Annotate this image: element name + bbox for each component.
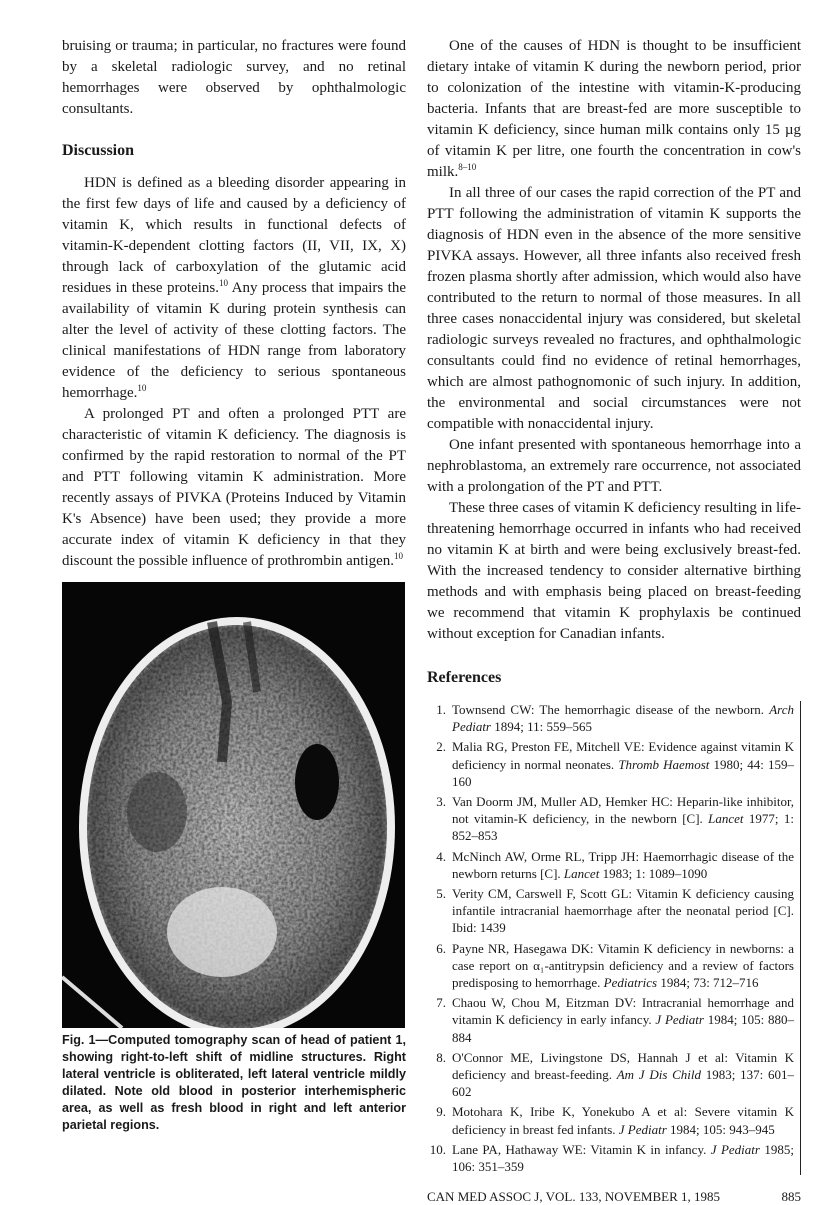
text-run: These three cases of vitamin K deficiency resulting in life-threatening hemorrhage occurred in infants who had received no vitamin K at birth and were being exclusively breast-fed. With the increased tendency to consider alternative birthing methods and with emphasis being placed on breast-feeding we recommend that vitamin K prophylaxis be continued without exception for Canadian infants.	[427, 500, 801, 642]
reference-number: 6.	[436, 940, 446, 956]
reference-item	[427, 940, 794, 992]
paragraph	[62, 404, 406, 572]
reference-item	[427, 1141, 794, 1175]
text-run: bruising or trauma; in particular, no fractures were found by a skeletal radiologic survey, and no retinal hemorrhages were observed by ophthalmologic consultants.	[62, 38, 406, 117]
citation-superscript: 8–10	[458, 162, 477, 172]
reference-item	[427, 793, 794, 845]
text-run: Van Doorm JM, Muller AD, Hemker HC: Heparin-like inhibitor, not vitamin-K deficiency, in the newborn [C].	[452, 794, 794, 827]
reference-number: 1.	[436, 702, 446, 717]
page-footer	[427, 1189, 801, 1205]
text-run: A prolonged PT and often a prolonged PTT are characteristic of vitamin K deficiency. The diagnosis is confirmed by the rapid restoration to normal of the PT and PTT following vitamin K administration. More recently assays of PIVKA (Proteins Induced by Vitamin K's Absence) have been used; they provide a more accurate index of vitamin K deficiency in that they discount the possible influence of prothrombin antigen.	[62, 406, 406, 569]
text-run: 1985; 106: 351–359	[452, 1141, 794, 1175]
journal-title: Thromb Haemost	[618, 756, 710, 772]
reference-item	[427, 738, 794, 790]
text-run: 1984; 105: 880–884	[452, 1012, 794, 1045]
figure-caption: Fig. 1—Computed tomography scan of head of patient 1, showing right-to-left shift of midline structures. Right lateral ventricle is obliterated, left lateral ventricle mildly dilated. Note old blood in posterior interhemispheric area, as well as fresh blood in right and left anterior parietal regions.	[62, 1033, 406, 1132]
reference-number: 2.	[436, 739, 446, 755]
ct-scan-image	[62, 582, 405, 1028]
journal-title: Pediatrics	[603, 975, 658, 991]
text-run: Chaou W, Chou M, Eitzman DV: Intracranial hemorrhage and vitamin K deficiency in early infancy.	[452, 995, 794, 1028]
reference-item	[427, 848, 794, 882]
text-run: One of the causes of HDN is thought to be insufficient dietary intake of vitamin K during the newborn period, prior to colonization of the intestine with vitamin-K-producing bacteria. Infants that are breast-fed are more susceptible to vitamin K deficiency, since human milk contains only 15 µg of vitamin K per litre, one fourth the concentration in cow's milk.	[427, 38, 801, 180]
left-column-wrapper	[62, 36, 406, 1134]
text-run: In all three of our cases the rapid correction of the PT and PTT following the administration of vitamin K supports the diagnosis of HDN even in the absence of the more sensitive PIVKA assays. However, all three infants also received fresh frozen plasma shortly after admission, which would also have contributed to the return to normal of those measures. In all three cases nonaccidental injury was considered, but skeletal radiologic surveys revealed no fractures, and ophthalmologic consultants could find no evidence of retinal hemorrhages, which are almost pathognomonic of such injury. In addition, the environmental and social circumstances were not compatible with nonaccidental injury.	[427, 185, 801, 432]
text-run: 1984; 73: 712–716	[657, 975, 759, 991]
paragraph	[427, 435, 801, 498]
text-run: 1894; 11: 559–565	[491, 719, 592, 735]
text-run: Motohara K, Iribe K, Yonekubo A et al: Severe vitamin K deficiency in breast fed infants.	[452, 1104, 794, 1137]
left-column	[62, 36, 406, 572]
right-column	[427, 36, 801, 645]
citation-superscript: 10	[137, 383, 147, 393]
journal-citation: CAN MED ASSOC J, VOL. 133, NOVEMBER 1, 1985	[427, 1189, 721, 1205]
text-run: Verity CM, Carswell F, Scott GL: Vitamin K deficiency causing infantile intracranial haemorrhage after the neonatal period [C]. Ibid: 1439	[452, 886, 794, 936]
reference-number: 8.	[436, 1049, 446, 1065]
reference-item	[427, 1103, 794, 1137]
text-run: 1983; 137: 601–602	[452, 1067, 794, 1100]
ct-scan-figure	[62, 582, 405, 1028]
text-run: Payne NR, Hasegawa DK: Vitamin K deficiency in newborns: a case report on α₁-antitrypsin deficiency and a review of factors predisposing to hemorrhage.	[452, 940, 794, 991]
reference-number: 3.	[436, 794, 446, 810]
text-run: 1983; 1: 1089–1090	[599, 865, 708, 881]
citation-superscript: 10	[394, 551, 404, 561]
right-column-wrapper	[427, 36, 801, 1205]
references-list	[427, 701, 801, 1175]
reference-number: 5.	[436, 886, 446, 902]
text-run: Lane PA, Hathaway WE: Vitamin K in infancy.	[452, 1141, 711, 1157]
reference-number: 7.	[436, 995, 446, 1011]
section-heading-discussion: Discussion	[62, 142, 135, 159]
journal-title: Am J Dis Child	[616, 1067, 702, 1083]
paragraph	[62, 36, 406, 120]
text-run: One infant presented with spontaneous hemorrhage into a nephroblastoma, an extremely rare occurrence, not associated with a prolongation of the PT and PTT.	[427, 437, 801, 495]
text-run: Any process that impairs the availability of vitamin K during protein synthesis can alter the level of activity of these clotting factors. The clinical manifestations of HDN range from laboratory evidence of the deficiency to serious spontaneous hemorrhage.	[62, 280, 406, 401]
journal-title: J Pediatr	[655, 1012, 704, 1028]
text-run: 1977; 1: 852–853	[452, 811, 794, 844]
citation-superscript: 10	[219, 278, 229, 288]
text-run: McNinch AW, Orme RL, Tripp JH: Haemorrhagic disease of the newborn returns [C].	[452, 848, 794, 881]
references-heading: References	[427, 669, 502, 686]
text-run: 1984; 105: 943–945	[666, 1121, 775, 1137]
journal-title: Arch Pediatr	[452, 702, 794, 735]
reference-number: 9.	[436, 1104, 446, 1120]
text-run: Townsend CW: The hemorrhagic disease of the newborn.	[452, 702, 770, 717]
journal-title: J Pediatr	[710, 1141, 760, 1157]
reference-item	[427, 885, 794, 937]
journal-title: J Pediatr	[618, 1121, 667, 1137]
text-run: Malia RG, Preston FE, Mitchell VE: Evidence against vitamin K deficiency in normal neonates.	[452, 739, 794, 772]
text-run: 1980; 44: 159–160	[452, 756, 794, 789]
journal-title: Lancet	[708, 811, 744, 827]
paragraph	[427, 183, 801, 435]
paragraph	[62, 173, 406, 404]
text-run: HDN is defined as a bleeding disorder appearing in the first few days of life and caused by a deficiency of vitamin K, which results in functional defects of vitamin-K-dependent clotting factors (II, VII, IX, X) through lack of carboxylation of the glutamic acid residues in these proteins.	[62, 175, 406, 296]
reference-number: 4.	[436, 848, 446, 864]
page-number: 885	[781, 1189, 801, 1205]
paragraph	[427, 498, 801, 645]
reference-item	[427, 1049, 794, 1101]
journal-title: Lancet	[563, 865, 600, 881]
reference-item	[427, 701, 794, 735]
reference-number: 10.	[429, 1141, 446, 1157]
reference-item	[427, 994, 794, 1046]
text-run: O'Connor ME, Livingstone DS, Hannah J et al: Vitamin K deficiency and breast-feeding.	[452, 1049, 794, 1083]
paragraph	[427, 36, 801, 183]
